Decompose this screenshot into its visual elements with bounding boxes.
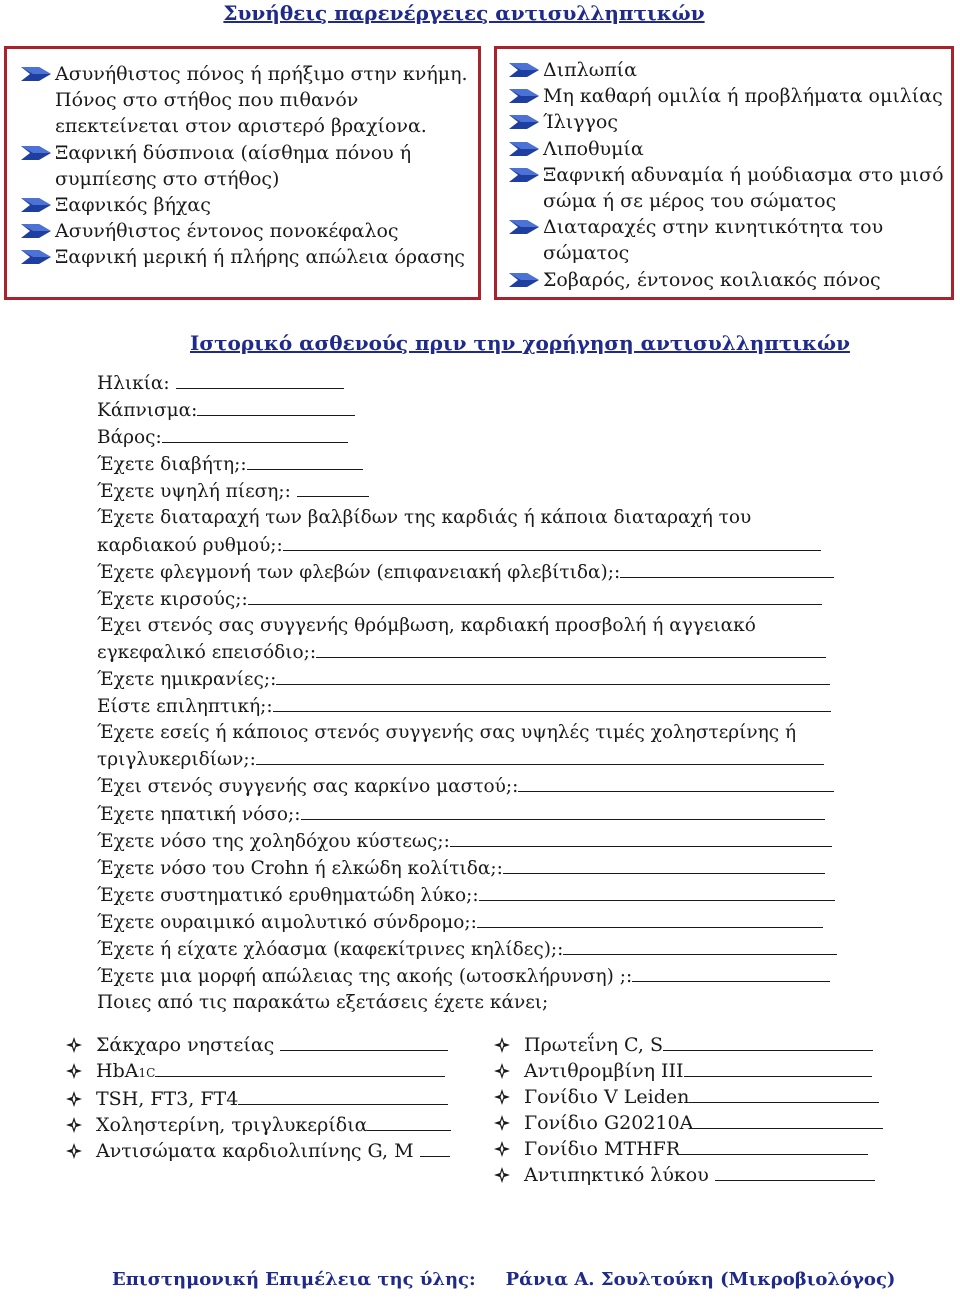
diamond-bullet-icon [494, 1167, 510, 1183]
list-item [66, 1032, 451, 1058]
arrow-bullet-icon [509, 62, 539, 78]
age-field[interactable] [176, 370, 344, 389]
chloasma-field[interactable] [563, 936, 837, 955]
diamond-bullet-icon [66, 1117, 82, 1133]
symptom-text: Σοβαρός, έντονος κοιλιακός πόνος [543, 268, 881, 291]
form-line [97, 746, 837, 773]
list-item [509, 162, 949, 214]
form-label: Έχετε συστηματικό ερυθηματώδη λύκο;: [97, 884, 479, 906]
list-item [21, 244, 471, 270]
arrow-bullet-icon [21, 223, 51, 239]
history-title: Ιστορικό ασθενούς πριν την χορήγηση αντισυλληπτικών [190, 331, 850, 355]
form-label: Έχετε νόσο της χοληδόχου κύστεως;: [97, 830, 450, 852]
form-label: Έχει στενός συγγενής σας καρκίνο μαστού;: [97, 776, 519, 798]
hearing-loss-field[interactable] [632, 963, 830, 982]
form-label: καρδιακού ρυθμού;: [97, 534, 283, 556]
symptom-text: Ξαφνική δύσπνοια (αίσθημα πόνου ή συμπίεσης στο στήθος) [55, 141, 412, 190]
test-name: Αντιπηκτικό λύκου [524, 1164, 709, 1186]
symptoms-list-left [21, 61, 471, 271]
arrow-bullet-icon [509, 114, 539, 130]
test-name: Πρωτεΐνη C, S [524, 1034, 663, 1056]
symptoms-box-right [494, 46, 954, 300]
list-item [509, 109, 949, 135]
thyroid-field[interactable] [238, 1086, 448, 1105]
list-item [21, 140, 471, 192]
form-line [97, 693, 837, 720]
symptom-text: Ασυνήθιστος έντονος πονοκέφαλος [55, 220, 399, 243]
list-item [494, 1084, 883, 1110]
symptom-text: Ξαφνικός βήχας [55, 194, 211, 217]
list-item [494, 1162, 883, 1188]
lupus-field[interactable] [479, 882, 835, 901]
test-name: Γονίδιο V Leiden [524, 1086, 690, 1108]
list-item [494, 1136, 883, 1162]
arrow-bullet-icon [21, 66, 51, 82]
form-line [97, 882, 837, 909]
footer-author: Ράνια Α. Σουλτούκη (Μικροβιολόγος) [505, 1269, 896, 1290]
antithrombin-field[interactable] [684, 1058, 872, 1077]
diamond-bullet-icon [66, 1063, 82, 1079]
arrow-bullet-icon [509, 167, 539, 183]
list-item [494, 1110, 883, 1136]
form-label: Κάπνισμα: [97, 400, 198, 422]
form-line [97, 639, 837, 666]
form-line [97, 370, 837, 397]
diamond-bullet-icon [494, 1037, 510, 1053]
symptom-text: Ίλιγγος [543, 111, 618, 134]
lupus-anticoagulant-field[interactable] [715, 1162, 875, 1181]
cardiolipin-field[interactable] [420, 1138, 450, 1157]
form-label: Έχετε νόσο του Crohn ή ελκώδη κολίτιδα;: [97, 857, 503, 879]
form-line [97, 666, 837, 693]
form-line [97, 990, 837, 1016]
migraine-field[interactable] [276, 666, 830, 685]
list-item [21, 87, 471, 139]
symptom-text: Ασυνήθιστος πόνος ή πρήξιμο στην κνήμη. [55, 63, 468, 85]
form-line [97, 613, 837, 639]
list-item [66, 1058, 451, 1086]
heart-valve-field[interactable] [283, 532, 821, 551]
form-label: Έχετε κιρσούς;: [97, 588, 248, 610]
footer [112, 1268, 895, 1292]
diabetes-field[interactable] [247, 451, 363, 470]
hemolytic-syndrome-field[interactable] [477, 909, 823, 928]
form-label: τριγλυκεριδίων;: [97, 749, 256, 771]
test-name: Σάκχαρο νηστείας [96, 1034, 275, 1056]
list-item [21, 218, 471, 244]
patient-history-form [97, 370, 837, 1016]
list-item [66, 1112, 451, 1138]
form-label: Έχετε υψηλή πίεση;: [97, 481, 291, 503]
gallbladder-field[interactable] [450, 828, 832, 847]
form-line [97, 720, 837, 746]
form-line [97, 559, 837, 586]
form-line [97, 505, 837, 531]
symptom-text: Ξαφνική μερική ή πλήρης απώλεια όρασης [55, 246, 465, 269]
form-line [97, 773, 837, 800]
test-name: Αντιθρομβίνη ΙΙΙ [524, 1060, 684, 1082]
arrow-bullet-icon [21, 197, 51, 213]
form-label: Έχετε διαβήτη;: [97, 454, 247, 476]
form-label: Ηλικία: [97, 373, 170, 394]
diamond-bullet-icon [494, 1089, 510, 1105]
diamond-bullet-icon [66, 1143, 82, 1159]
diamond-bullet-icon [66, 1037, 82, 1053]
list-item [509, 214, 949, 266]
form-line [97, 936, 837, 963]
tests-list-left [66, 1032, 451, 1164]
arrow-bullet-icon [21, 145, 51, 161]
test-name: HbA [96, 1060, 139, 1082]
test-name: Αντισώματα καρδιολιπίνης G, M [96, 1140, 414, 1162]
hba1c-field[interactable] [155, 1058, 445, 1077]
diamond-bullet-icon [494, 1141, 510, 1157]
arrow-bullet-icon [509, 219, 539, 235]
footer-label: Επιστημονική Επιμέλεια της ύλης: [112, 1269, 476, 1290]
list-item [21, 61, 471, 87]
test-name: Χοληστερίνη, τριγλυκερίδια [96, 1114, 368, 1136]
symptom-text: Διαταραχές στην κινητικότητα του σώματος [543, 216, 884, 265]
symptom-text: Μη καθαρή ομιλία ή προβλήματα ομιλίας [543, 85, 943, 108]
form-label: Ποιες από τις παρακάτω εξετάσεις έχετε κάνει; [97, 992, 549, 1014]
mthfr-field[interactable] [680, 1136, 868, 1155]
weight-field[interactable] [162, 424, 348, 443]
form-line [97, 586, 837, 613]
list-item [509, 267, 949, 293]
list-item [494, 1032, 883, 1058]
smoking-field[interactable] [197, 397, 355, 416]
form-line [97, 828, 837, 855]
form-label: Έχει στενός σας συγγενής θρόμβωση, καρδιακή προσβολή ή αγγειακό [97, 614, 756, 636]
form-label: Έχετε ημικρανίες;: [97, 669, 277, 691]
form-line [97, 397, 837, 424]
tests-list-right [494, 1032, 883, 1188]
g20210a-field[interactable] [693, 1110, 883, 1129]
list-item [509, 57, 949, 83]
diamond-bullet-icon [66, 1091, 82, 1107]
form-label: Έχετε ή είχατε χλόασμα (καφεκίτρινες κηλίδες);: [97, 938, 564, 960]
blood-pressure-field[interactable] [297, 478, 369, 497]
epilepsy-field[interactable] [273, 693, 831, 712]
fasting-glucose-field[interactable] [280, 1032, 448, 1051]
form-label: Έχετε φλεγμονή των φλεβών (επιφανειακή φλεβίτιδα);: [97, 561, 621, 583]
protein-cs-field[interactable] [663, 1032, 873, 1051]
symptom-text: Ξαφνική αδυναμία ή μούδιασμα στο μισό σώμα ή σε μέρος του σώματος [543, 163, 944, 213]
hba-subscript: 1C [138, 1066, 156, 1080]
liver-disease-field[interactable] [301, 801, 825, 820]
test-name: Γονίδιο G20210A [524, 1112, 694, 1134]
arrow-bullet-icon [509, 88, 539, 104]
arrow-bullet-icon [509, 272, 539, 288]
form-line [97, 801, 837, 828]
thrombosis-family-field[interactable] [316, 639, 826, 658]
form-line [97, 532, 837, 559]
list-item [21, 192, 471, 218]
form-line [97, 451, 837, 478]
form-line [97, 855, 837, 882]
form-label: Έχετε ουραιμικό αιμολυτικό σύνδρομο;: [97, 911, 477, 933]
list-item [509, 136, 949, 162]
varicose-field[interactable] [248, 586, 822, 605]
list-item [509, 83, 949, 109]
breast-cancer-field[interactable] [518, 773, 834, 792]
phlebitis-field[interactable] [620, 559, 834, 578]
form-label: Είστε επιληπτική;: [97, 696, 273, 718]
factor-v-field[interactable] [689, 1084, 879, 1103]
symptoms-box-left [4, 46, 481, 300]
cholesterol-field[interactable] [256, 746, 824, 765]
test-name: TSH, FT3, FT4 [96, 1088, 239, 1110]
form-label: Βάρος: [97, 427, 162, 449]
symptom-text: Πόνος στο στήθος που πιθανόν επεκτείνεται στον αριστερό βραχίονα. [55, 89, 427, 138]
arrow-bullet-icon [21, 249, 51, 265]
symptoms-list-right [509, 57, 949, 293]
form-label: Έχετε ηπατική νόσο;: [97, 803, 301, 825]
form-line [97, 963, 837, 990]
lipids-field[interactable] [367, 1112, 451, 1131]
form-line [97, 909, 837, 936]
crohn-field[interactable] [503, 855, 825, 874]
form-label: Έχετε εσείς ή κάποιος στενός συγγενής σας υψηλές τιμές χοληστερίνης ή [97, 722, 797, 744]
diamond-bullet-icon [494, 1115, 510, 1131]
list-item [494, 1058, 883, 1084]
arrow-bullet-icon [509, 141, 539, 157]
page-title: Συνήθεις παρενέργειες αντισυλληπτικών [223, 1, 705, 25]
form-label: Έχετε διαταραχή των βαλβίδων της καρδιάς ή κάποια διαταραχή του [97, 507, 752, 529]
form-label: εγκεφαλικό επεισόδιο;: [97, 641, 317, 663]
test-name: Γονίδιο MTHFR [524, 1138, 681, 1160]
symptom-text: Λιποθυμία [543, 137, 644, 160]
form-label: Έχετε μια μορφή απώλειας της ακοής (ωτοσκλήρυνση) ;: [97, 966, 633, 988]
list-item [66, 1086, 451, 1112]
form-line [97, 478, 837, 505]
form-line [97, 424, 837, 451]
list-item [66, 1138, 451, 1164]
diamond-bullet-icon [494, 1063, 510, 1079]
symptom-text: Διπλωπία [543, 59, 637, 81]
